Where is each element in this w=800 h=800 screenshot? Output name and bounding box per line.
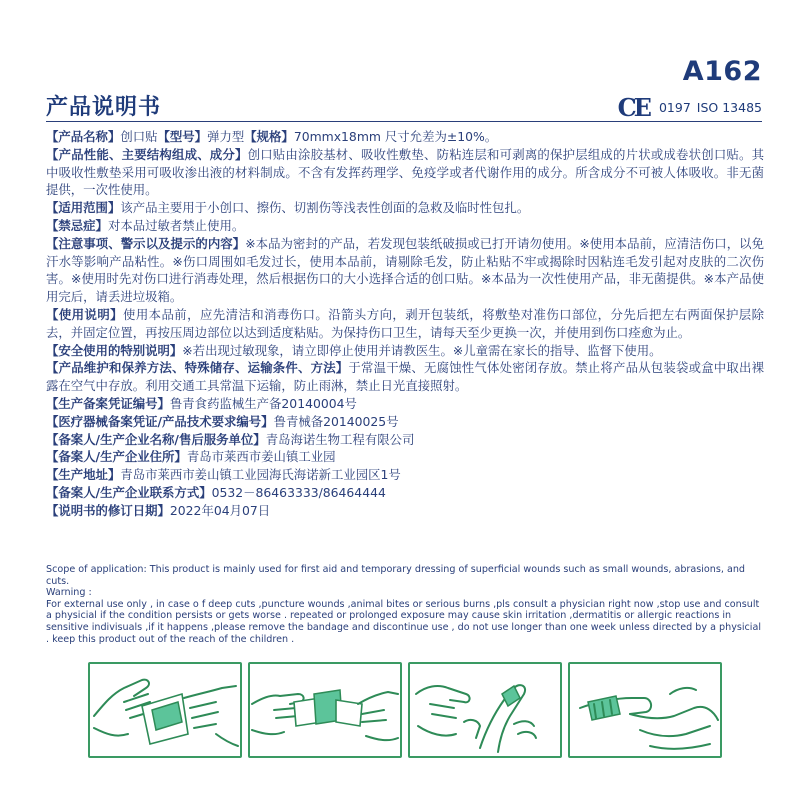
section-label: 【备案人/生产企业名称/售后服务单位】	[46, 431, 266, 447]
instruction-section	[46, 466, 764, 484]
section-text: 鲁青食药监械生产备20140004号	[169, 395, 357, 411]
scope-text: Scope of application: This product is mainly used for first aid and temporary dressing of superficial wounds such as small wounds, abrasions, and cuts.	[46, 564, 745, 587]
remove-backing-icon	[248, 662, 402, 758]
section-text: 鲁青械备20140025号	[273, 413, 399, 429]
instruction-section	[46, 395, 764, 413]
model-code: A162	[682, 56, 762, 87]
iso-standard: ISO 13485	[696, 100, 762, 115]
instruction-section	[46, 199, 764, 217]
section-text: 创口贴	[120, 129, 158, 144]
certification-row	[618, 93, 762, 122]
instruction-section	[46, 413, 764, 431]
section-label: 【说明书的修订日期】	[46, 502, 170, 518]
section-text: 2022年04月07日	[169, 502, 271, 518]
section-text: ※若出现过敏现象，请立即停止使用并请教医生。※儿童需在家长的指导、监督下使用。	[182, 342, 662, 358]
instruction-section	[46, 342, 764, 360]
bandaged-finger-icon	[568, 662, 722, 758]
instruction-section	[46, 431, 764, 449]
section-label: 【生产备案凭证编号】	[46, 395, 170, 411]
section-text: 青岛海诺生物工程有限公司	[265, 431, 415, 447]
section-text: 青岛市莱西市姜山镇工业园海氏海诺新工业园区1号	[120, 467, 401, 483]
warning-text: For external use only , in case o f deep cuts ,puncture wounds ,animal bites or serious burns ,pls consult a physician right now ,stop use and consult a physicial if the condition persists or gets worse . repeated or prolonged exposure may cause skin irritation ,dermatitis or allergic reactions in sensitive indivisuals ,if it happens ,please remove the bandage and discontinue use , do not use longer than one week unless directed by a physicial . keep this product out of the reach of the children .	[46, 598, 762, 645]
instruction-section	[46, 146, 764, 199]
section-text: 0532－86463333/86464444	[211, 484, 386, 500]
section-text: 青岛市莱西市姜山镇工业园	[186, 449, 336, 465]
instruction-section	[46, 217, 764, 235]
usage-illustrations	[88, 662, 722, 758]
en-instructions	[46, 564, 764, 645]
section-text: 于常温干燥、无腐蚀性气体处密闭存放。禁止将产品从包装袋或盒中取出裸露在空气中存放。利用交通工具常温下运输，防止雨淋，禁止日光直接照射。	[46, 360, 765, 394]
section-label: 【生产地址】	[46, 467, 121, 483]
section-label: 【禁忌症】	[46, 217, 108, 233]
cert-number: 0197	[658, 100, 691, 115]
peel-wrapper-icon	[88, 662, 242, 758]
instruction-section	[46, 448, 764, 466]
instruction-section	[46, 306, 764, 342]
section-text: 70mmx18mm 尺寸允差为±10%。	[293, 129, 498, 144]
section-text: 创口贴由涂胶基材、吸收性敷垫、防粘连层和可剥离的保护层组成的片状或成卷状创口贴。其中吸收性敷垫采用可吸收渗出液的材料制成。不含有发挥药理学、免疫学或者代谢作用的成分。所含成分不可被人体吸收。非无菌提供，一次性使用。	[46, 146, 765, 198]
instruction-section	[46, 502, 764, 520]
section-text: 对本品过敏者禁止使用。	[107, 217, 245, 233]
section-text: ※本品为密封的产品，若发现包装纸破损或已打开请勿使用。※使用本品前，应清洁伤口，以免汗水等影响产品粘性。※伤口周围如毛发过长，使用本品前，请剔除毛发，防止粘贴不牢或揭除时因粘连毛发引起对皮肤的二次伤害。※使用时先对伤口进行消毒处理，然后根据伤口的大小选择合适的创口贴。※本品为一次性使用产品，非无菌提供。※本产品使用完后，请丢进垃圾箱。	[46, 235, 765, 305]
instruction-section	[46, 484, 764, 502]
section-text: 弹力型	[207, 129, 245, 144]
section-label: 【使用说明】	[46, 306, 123, 322]
section-text: 使用本品前，应先清洁和消毒伤口。沿箭头方向，剥开包装纸，将敷垫对准伤口部位，分先后把左右两面保护层除去，并固定位置，再按压周边部位以达到适度粘贴。为保持伤口卫生，请每天至少更换一次，并使用到伤口痊愈为止。	[46, 306, 765, 340]
section-label: 【产品性能、主要结构组成、成分】	[46, 146, 248, 162]
section-label: 【产品维护和保养方法、特殊储存、运输条件、方法】	[46, 360, 349, 376]
page-title: 产品说明书	[46, 95, 162, 120]
instruction-section	[46, 128, 764, 146]
section-text: 该产品主要用于小创口、擦伤、切割伤等浅表性创面的急救及临时性包扎。	[120, 200, 530, 216]
section-label: 【适用范围】	[46, 200, 121, 216]
ce-mark-icon: CE	[617, 93, 649, 122]
instruction-section	[46, 359, 764, 395]
warning-label: Warning :	[46, 587, 92, 599]
section-label: 【安全使用的特别说明】	[46, 342, 183, 358]
section-label: 【备案人/生产企业联系方式】	[46, 484, 212, 500]
instruction-section	[46, 235, 764, 306]
zh-instructions	[46, 128, 764, 520]
section-label: 【医疗器械备案凭证/产品技术要求编号】	[46, 413, 274, 429]
section-label: 【备案人/生产企业住所】	[46, 449, 187, 465]
title-divider	[46, 121, 762, 122]
section-label: 【型号】	[157, 129, 208, 144]
section-label: 【规格】	[244, 129, 294, 144]
apply-to-finger-icon	[408, 662, 562, 758]
section-label: 【产品名称】	[46, 129, 121, 144]
section-label: 【注意事项、警示以及提示的内容】	[46, 235, 246, 251]
